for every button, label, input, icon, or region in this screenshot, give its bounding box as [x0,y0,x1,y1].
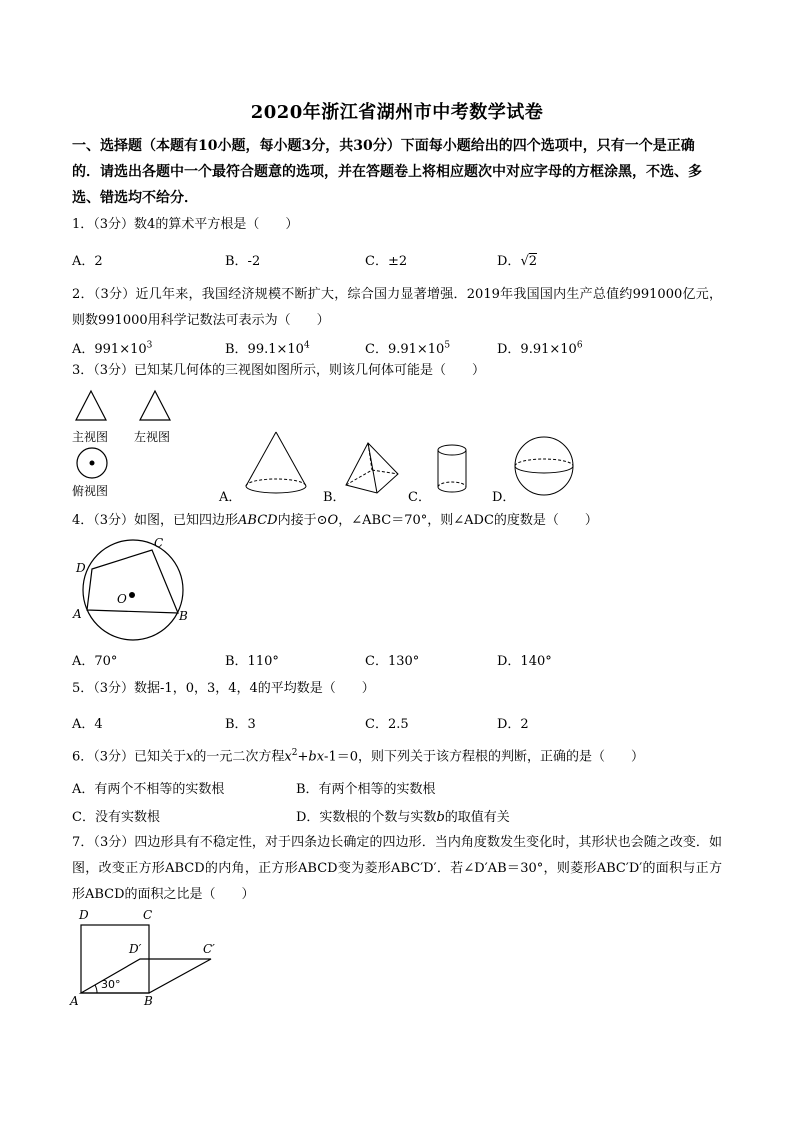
q4-stem-mid: 内接于⊙ [277,513,328,528]
q6-option-b: B．有两个相等的实数根 [296,782,436,797]
question-7-stem: 7．（3分）四边形具有不稳定性，对于四条边长确定的四边形．当内角度数发生变化时，其形状也会随之改变．如图，改变正方形ABCD的内角，正方形ABCD变为菱形ABC′D′．若∠D′AB＝30°，则菱形ABC′D′的面积与正方形ABCD的面积之比是（ ） [72,835,722,902]
front-view-label: 主视图 [72,430,109,444]
q4-option-d: D．140° [497,654,552,669]
q2-option-d-base: D．9.91×10 [497,342,577,357]
q6-stem-pre: 6．（3分）已知关于 [72,749,187,765]
q2-option-b-exp: 4 [303,340,310,351]
top-view-label: 俯视图 [72,484,109,498]
q3-option-d: D． [492,490,516,505]
q2-option-d-exp: 6 [576,340,583,351]
q4-label-o: O [117,592,127,606]
q4-label-d: D [76,561,86,575]
q6-eq-exp: 2 [291,748,298,758]
q7-angle-label: 30° [101,978,121,991]
q4-label-c: C [154,536,164,550]
page-title: 2020年浙江省湖州市中考数学试卷 [250,102,544,123]
q5-option-b: B．3 [225,717,256,732]
question-3-stem: 3．（3分）已知某几何体的三视图如图所示，则该几何体可能是（ ） [72,363,486,378]
q4-stem-pre: 4．（3分）如图，已知四边形 [72,513,239,528]
q1-option-a: A．2 [72,254,103,269]
q6-stem-mid: 的一元二次方程 [193,749,285,765]
q6-eq-plus: + [297,749,309,765]
q4-option-b: B．110° [225,654,279,669]
q6-option-d-post: 的取值有关 [444,810,510,825]
q7-label-c-prime: C′ [203,942,215,956]
q6-stem-x: x [186,749,194,765]
section-instructions: 一、选择题（本题有10小题，每小题3分，共30分）下面每小题给出的四个选项中，只有一个是正确的．请选出各题中一个最符合题意的选项，并在答题卷上将相应题次中对应字母的方框涂黑，不选、多选、错选均不给分． [72,138,702,206]
q4-label-b: B [179,609,188,623]
question-1-stem: 1．（3分）数4的算术平方根是（ ） [72,217,299,232]
q6-eq-x: x [284,749,292,765]
q4-stem-abcd: ABCD [238,513,278,528]
q7-label-b: B [144,994,153,1008]
question-5-stem: 5．（3分）数据-1，0，3，4，4的平均数是（ ） [72,681,375,696]
q6-option-d-b: b [436,810,445,825]
q2-option-b-base: B．99.1×10 [225,342,304,357]
q4-label-a: A [73,607,82,621]
q6-option-a: A．有两个不相等的实数根 [72,782,225,797]
q4-option-a: A．70° [72,654,118,669]
q6-eq-bx: bx [308,749,325,765]
sqrt-symbol: √ [520,254,529,269]
q6-option-d-pre: D．实数根的个数与实数 [296,810,437,825]
q5-option-c: C．2.5 [365,717,409,732]
q4-option-c: C．130° [365,654,420,669]
q3-option-a: A． [219,490,242,505]
q4-stem-o: O [327,513,339,528]
q1-option-d-radicand: 2 [528,254,538,269]
q6-option-c: C．没有实数根 [72,810,160,825]
q7-label-c: C [143,908,153,922]
q3-option-c: C． [408,490,431,505]
q5-option-d: D．2 [497,717,529,732]
q5-option-a: A．4 [72,717,103,732]
q6-eq-rest: -1＝0，则下列关于该方程根的判断，正确的是（ ） [324,749,644,765]
q2-option-c-exp: 5 [444,340,451,351]
q1-option-b: B．-2 [225,254,261,269]
q1-option-c: C．±2 [365,254,408,269]
q2-option-a-exp: 3 [146,340,153,351]
q1-option-d-prefix: D． [497,254,521,269]
q2-option-c-base: C．9.91×10 [365,342,445,357]
q7-angle-arc [95,985,97,993]
q7-label-a: A [70,994,79,1008]
q3-option-b: B． [323,490,346,505]
q2-option-a-base: A．991×10 [72,342,147,357]
q4-stem-angle: ，∠ABC＝70°，则∠ADC的度数是（ ） [338,513,598,528]
q7-label-d-prime: D′ [129,942,142,956]
left-view-label: 左视图 [134,430,171,444]
question-2-stem: 2．（3分）近几年来，我国经济规模不断扩大，综合国力显著增强．2019年我国国内生产总值约991000亿元，则数991000用科学记数法可表示为（ ） [72,287,722,328]
q7-label-d: D [79,908,89,922]
